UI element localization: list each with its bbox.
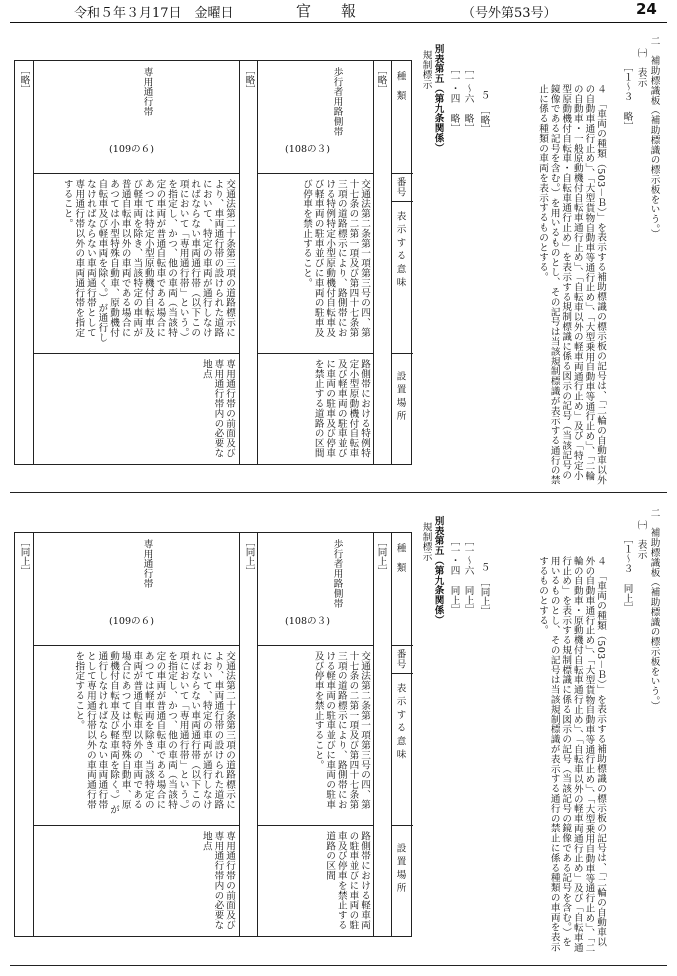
row-line bbox=[257, 645, 373, 646]
lower-body-ryaku: ［１〜３ 同上］ bbox=[621, 534, 633, 614]
row1-location: 路側帯における特例特定小型原動機付自転車及び軽車両の駐車並びに車両の駐車及び停車を禁止する道路の区間 bbox=[312, 359, 370, 458]
upper-s1: ［一・四 略］ bbox=[448, 64, 460, 134]
col-line bbox=[373, 533, 374, 936]
row2-omit: ［略］ bbox=[243, 65, 255, 95]
row-line bbox=[391, 173, 413, 174]
col-line bbox=[33, 533, 34, 936]
row-line bbox=[257, 825, 373, 826]
col-line bbox=[391, 533, 392, 936]
row-line bbox=[257, 353, 373, 354]
row1-meaning: 交通法第二条第一項第三号の四、第十七条の二第一項及び第四十七条第三項の道路標示により、路側帯における特例特定小型原動機付自転車及び軽車両の駐車並びに車両の駐車及び停車を禁止すること。 bbox=[301, 179, 370, 338]
middle-rule bbox=[10, 492, 667, 493]
row2-number: (109の６) bbox=[109, 144, 154, 155]
row-line bbox=[391, 673, 413, 674]
upper-s3: ［一〜六 略］ bbox=[462, 64, 474, 134]
row1-omit: ［略］ bbox=[375, 65, 387, 95]
col-location-header: 設 置 場 所 bbox=[394, 371, 406, 421]
issue-number: （号外第53号） bbox=[462, 6, 557, 21]
row1-meaning: 交通法第二条第一項第三号の四、第十七条の二第一項及び第四十七条第三項の道路標示により、路側帯における軽車両の駐車並びに車両の駐車及び停車を禁止すること。 bbox=[312, 651, 370, 810]
upper-body-hyoji: ㈠ 表示 bbox=[635, 48, 647, 88]
row1-location: 路側帯における軽車両の駐車並びに車両の駐車及び停車を禁止する道路の区間 bbox=[324, 831, 370, 930]
upper-kisei: 規制標示 bbox=[420, 50, 432, 90]
row2-kind: 専用通行帯 bbox=[141, 539, 153, 589]
upper-table bbox=[14, 60, 412, 465]
lower-s3: ［一〜六 同上］ bbox=[462, 536, 474, 616]
col-meaning-header: 表 示 す る 意 味 bbox=[394, 211, 406, 288]
page-number: 24 bbox=[636, 0, 657, 18]
row2-kind: 専用通行帯 bbox=[141, 67, 153, 117]
upper-s2: ５ ［略］ bbox=[478, 90, 490, 135]
row1-kind: 歩行者用路側帯 bbox=[331, 539, 343, 609]
col-kind-header: 種 類 bbox=[394, 71, 406, 101]
col-kind-header: 種 類 bbox=[394, 543, 406, 573]
upper-beppyo: 別表第五（第九条関係） bbox=[432, 44, 444, 153]
col-number-header: 番号 bbox=[394, 649, 406, 669]
upper-body-ryaku: ［１〜３ 略］ bbox=[621, 62, 633, 132]
col-line bbox=[391, 61, 392, 464]
lower-body-title: 二 補助標識板（補助標識の標示板をいう。） bbox=[648, 508, 660, 712]
col-line bbox=[257, 61, 258, 464]
col-meaning-header: 表 示 す る 意 味 bbox=[394, 683, 406, 760]
upper-body-item4: ４ 「車両の種類（503－Ｂ）」を表示する補助標識の標示板の記号は、「二輪の自動車以外の自動車通行止め」、「大型貨物自動車等通行止め」、「大型乗用自動車等通行止め」、「二輪の自動車・一般原動機付自転車通行止め」、「自転車以外の軽車両通行止め」及び「特定小型原動機付自転車・自転車通行止め」を表示する規制標識に係る図示の記号（当該記号の鏡像である記号を含む。）を用いるものとし、その記号は当該規制標識が表示する通行の禁止に係る種類の車両を表示するものとする。 bbox=[537, 84, 606, 486]
table-tail-omit: ［略］ bbox=[18, 65, 30, 95]
lower-s1: ［一・四 同上］ bbox=[448, 536, 460, 616]
row-line bbox=[33, 645, 239, 646]
row2-meaning: 交通法第二十条第三項の道路標示により、車両通行帯の設けられた道路において、特定の車両が通行しなければならない車両通行帯（以下この項において「専用通行帯」という。）を指定し、かつ、他の車両（当該特定の車両が普通自転車である場合にあつては軽車両を除き、当該特定の車両が普通自転車以外の車両である場合にあつては小型特殊自動車、原動機付自転車及び軽車両を除く。）が通行しなければならない車両通行帯として専用通行帯以外の車両通行帯を指定すること。 bbox=[73, 651, 235, 815]
bottom-rule bbox=[10, 965, 667, 966]
row-line bbox=[33, 825, 239, 826]
col-line bbox=[239, 61, 240, 464]
row-line bbox=[391, 201, 413, 202]
row2-number: (109の６) bbox=[109, 616, 154, 627]
col-line bbox=[33, 61, 34, 464]
row-line bbox=[33, 353, 239, 354]
row2-location: 専用通行帯の前面及び専用通行帯内の必要な地点 bbox=[200, 831, 235, 930]
lower-table bbox=[14, 532, 412, 937]
col-location-header: 設 置 場 所 bbox=[394, 843, 406, 893]
row-line bbox=[391, 825, 413, 826]
row-line bbox=[391, 353, 413, 354]
row2-meaning: 交通法第二十条第三項の道路標示により、車両通行帯の設けられた道路において、特定の車両が通行しなければならない車両通行帯（以下この項において「専用通行帯」という。）を指定し、かつ、他の車両（当該特定の車両が普通自転車である場合にあつては特定小型原動機付自転車及び軽車両を除き、当該特定の車両が普通自転車以外の車両である場合にあつては小型特殊自動車、原動機付自転車及び軽車両を除く。）が通行しなければならない車両通行帯として専用通行帯以外の車両通行帯を指定すること。 bbox=[61, 179, 235, 343]
page-header bbox=[0, 0, 677, 22]
row-line bbox=[391, 645, 413, 646]
lower-body-item4: ４ 「車両の種類（503－Ｂ）」を表示する補助標識の標示板の記号は、「二輪の自動車以外の自動車通行止め」、「大型貨物自動車等通行止め」、「大型乗用自動車等通行止め」、「二輪の自動車・原動機付自転車通行止め」、「自転車以外の軽車両通行止め」及び「自転車通行止め」を表示する規制標識に係る図示の記号（当該記号の鏡像である記号を含む。）を用いるものとし、その記号は当該規制標識が表示する通行の禁止に係る種類の車両を表示するものとする。 bbox=[537, 556, 606, 953]
row1-number: (108の３) bbox=[285, 144, 330, 155]
lower-body-hyoji: ㈠ 表示 bbox=[635, 520, 647, 560]
col-line bbox=[373, 61, 374, 464]
row-line bbox=[257, 173, 373, 174]
row2-location: 専用通行帯の前面及び専用通行帯内の必要な地点 bbox=[200, 359, 235, 458]
row1-kind: 歩行者用路側帯 bbox=[331, 67, 343, 137]
table-tail-omit: ［同上］ bbox=[18, 537, 30, 577]
col-line bbox=[239, 533, 240, 936]
publication-title: 官 報 bbox=[296, 2, 357, 20]
row-line bbox=[33, 173, 239, 174]
lower-beppyo: 別表第五（第九条関係） bbox=[432, 516, 444, 625]
col-line bbox=[257, 533, 258, 936]
row1-omit: ［同上］ bbox=[375, 537, 387, 577]
lower-s2: ５ ［同上］ bbox=[478, 562, 490, 617]
issue-date: 令和５年３月17日 金曜日 bbox=[74, 6, 234, 21]
header-rule bbox=[10, 22, 667, 23]
lower-kisei: 規制標示 bbox=[420, 522, 432, 562]
upper-body-title: 二 補助標識板（補助標識の標示板をいう。） bbox=[648, 36, 660, 240]
row2-omit: ［同上］ bbox=[243, 537, 255, 577]
row1-number: (108の３) bbox=[285, 616, 330, 627]
col-number-header: 番号 bbox=[394, 177, 406, 197]
